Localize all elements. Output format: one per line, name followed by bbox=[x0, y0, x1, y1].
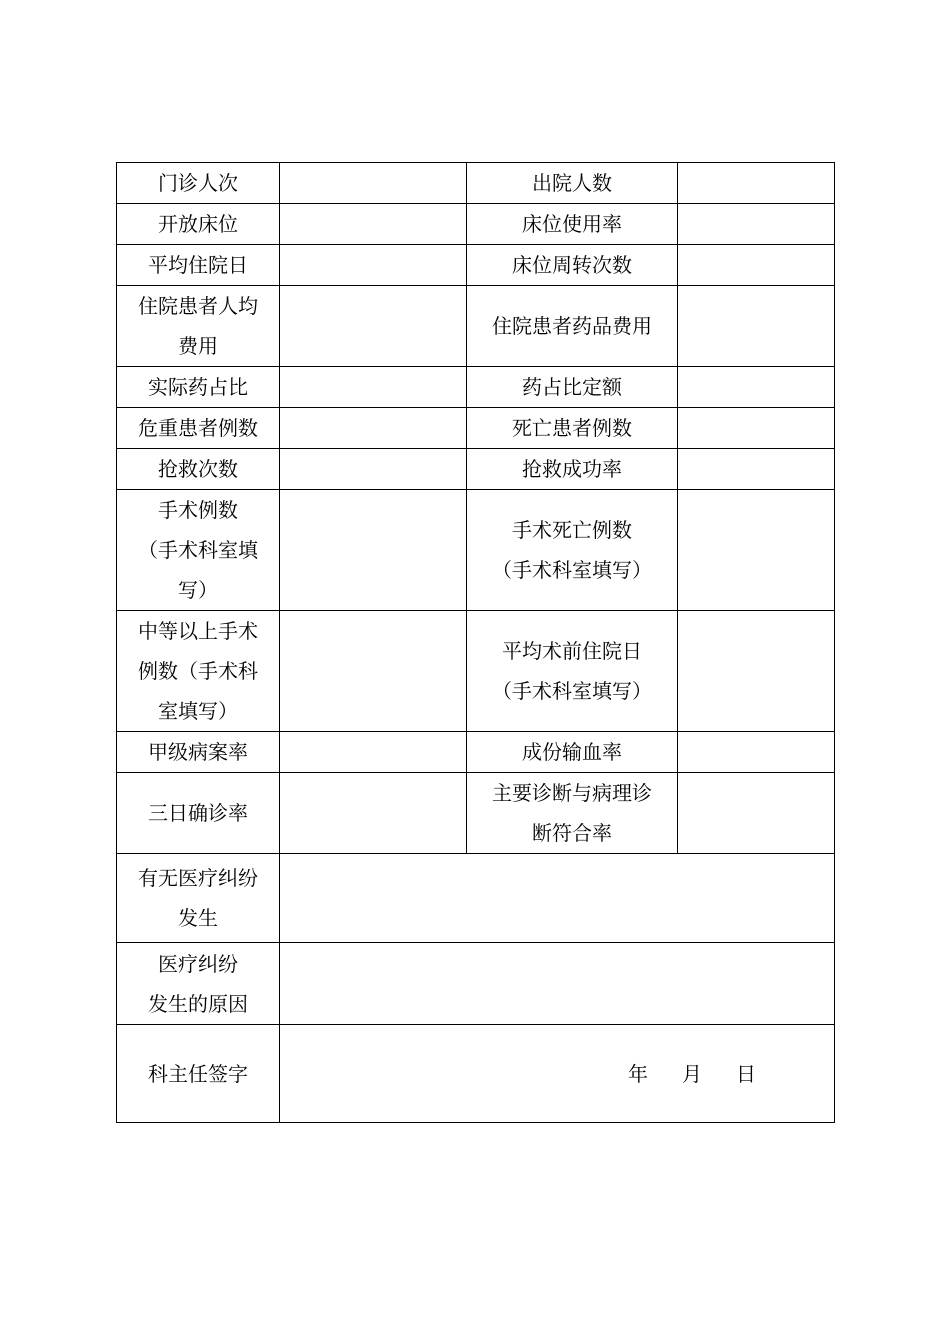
value-field[interactable] bbox=[678, 163, 835, 204]
label-director-signature: 科主任签字 bbox=[117, 1025, 280, 1123]
value-field[interactable] bbox=[280, 204, 467, 245]
label-surgery-deaths: 手术死亡例数 （手术科室填写） bbox=[467, 490, 678, 611]
label-bed-turnover: 床位周转次数 bbox=[467, 245, 678, 286]
value-field[interactable] bbox=[678, 773, 835, 854]
value-field[interactable] bbox=[678, 286, 835, 367]
label-major-surgery-cases: 中等以上手术 例数（手术科 室填写） bbox=[117, 611, 280, 732]
table-row bbox=[117, 408, 835, 449]
dispute-field[interactable] bbox=[280, 854, 835, 943]
value-field[interactable] bbox=[280, 490, 467, 611]
label-drug-ratio: 实际药占比 bbox=[117, 367, 280, 408]
label-surgery-cases: 手术例数 （手术科室填 写） bbox=[117, 490, 280, 611]
value-field[interactable] bbox=[280, 408, 467, 449]
label-outpatient-visits: 门诊人次 bbox=[117, 163, 280, 204]
signature-field[interactable] bbox=[280, 1025, 835, 1123]
table-row bbox=[117, 163, 835, 204]
label-diagnosis-pathology-match: 主要诊断与病理诊 断符合率 bbox=[467, 773, 678, 854]
value-field[interactable] bbox=[280, 286, 467, 367]
value-field[interactable] bbox=[678, 611, 835, 732]
value-field[interactable] bbox=[280, 449, 467, 490]
year-label: 年 bbox=[628, 1061, 648, 1086]
label-component-transfusion-rate: 成份输血率 bbox=[467, 732, 678, 773]
value-field[interactable] bbox=[280, 611, 467, 732]
table-row bbox=[117, 245, 835, 286]
date-line bbox=[628, 1054, 756, 1094]
label-avg-stay-days: 平均住院日 bbox=[117, 245, 280, 286]
table-row bbox=[117, 611, 835, 732]
label-medical-dispute: 有无医疗纠纷 发生 bbox=[117, 854, 280, 943]
value-field[interactable] bbox=[280, 367, 467, 408]
dispute-reason-field[interactable] bbox=[280, 943, 835, 1025]
label-three-day-diagnosis-rate: 三日确诊率 bbox=[117, 773, 280, 854]
day-label: 日 bbox=[736, 1061, 756, 1086]
table-row bbox=[117, 854, 835, 943]
label-inpatient-avg-cost: 住院患者人均 费用 bbox=[117, 286, 280, 367]
value-field[interactable] bbox=[280, 163, 467, 204]
label-grade-a-record-rate: 甲级病案率 bbox=[117, 732, 280, 773]
value-field[interactable] bbox=[678, 367, 835, 408]
value-field[interactable] bbox=[678, 732, 835, 773]
label-open-beds: 开放床位 bbox=[117, 204, 280, 245]
table-row bbox=[117, 773, 835, 854]
table-row bbox=[117, 204, 835, 245]
label-rescue-count: 抢救次数 bbox=[117, 449, 280, 490]
value-field[interactable] bbox=[678, 204, 835, 245]
month-label: 月 bbox=[682, 1061, 702, 1086]
value-field[interactable] bbox=[678, 245, 835, 286]
statistics-form-table bbox=[116, 162, 835, 1123]
label-discharged-count: 出院人数 bbox=[467, 163, 678, 204]
table-row bbox=[117, 286, 835, 367]
value-field[interactable] bbox=[678, 490, 835, 611]
label-preop-stay-days: 平均术前住院日 （手术科室填写） bbox=[467, 611, 678, 732]
label-rescue-success-rate: 抢救成功率 bbox=[467, 449, 678, 490]
table-row bbox=[117, 449, 835, 490]
value-field[interactable] bbox=[280, 245, 467, 286]
table-row bbox=[117, 490, 835, 611]
value-field[interactable] bbox=[678, 408, 835, 449]
table-row bbox=[117, 943, 835, 1025]
label-bed-usage-rate: 床位使用率 bbox=[467, 204, 678, 245]
label-dispute-reason: 医疗纠纷 发生的原因 bbox=[117, 943, 280, 1025]
table-row bbox=[117, 732, 835, 773]
table-row bbox=[117, 367, 835, 408]
value-field[interactable] bbox=[280, 773, 467, 854]
label-drug-ratio-quota: 药占比定额 bbox=[467, 367, 678, 408]
value-field[interactable] bbox=[678, 449, 835, 490]
label-critical-cases: 危重患者例数 bbox=[117, 408, 280, 449]
value-field[interactable] bbox=[280, 732, 467, 773]
table-row bbox=[117, 1025, 835, 1123]
label-death-cases: 死亡患者例数 bbox=[467, 408, 678, 449]
label-inpatient-drug-cost: 住院患者药品费用 bbox=[467, 286, 678, 367]
